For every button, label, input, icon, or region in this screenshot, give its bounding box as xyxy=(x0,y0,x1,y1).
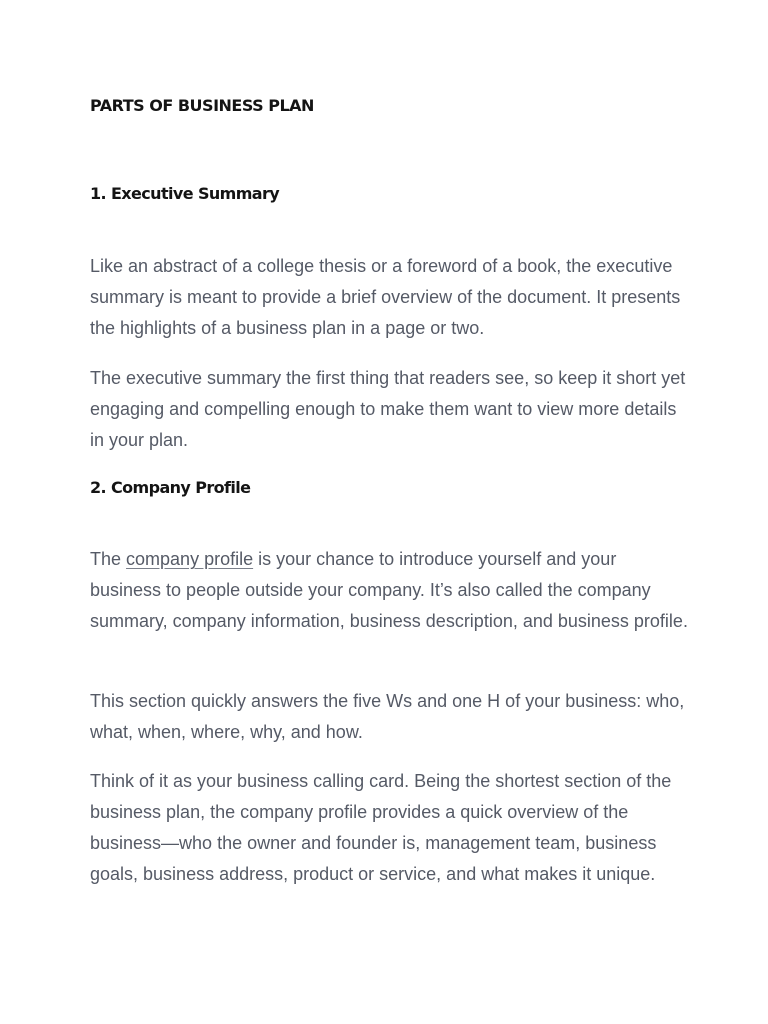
section-heading-company-profile: 2. Company Profile xyxy=(90,478,251,497)
company-profile-paragraph-3: Think of it as your business calling card. Being the shortest section of the business plan, the company profile provides a quick overview of the business—who the owner and founder is, management team, business goals, business address, product or service, and what makes it unique. xyxy=(90,771,672,884)
company-profile-intro-paragraph xyxy=(90,544,690,637)
executive-summary-paragraph-1: Like an abstract of a college thesis or a foreword of a book, the executive summary is meant to provide a brief overview of the document. It presents the highlights of a business plan in a page or two. xyxy=(90,256,681,338)
company-profile-paragraph-2: This section quickly answers the five Ws and one H of your business: who, what, when, where, why, and how. xyxy=(90,691,685,742)
section-heading-executive-summary: 1. Executive Summary xyxy=(90,184,280,203)
executive-summary-paragraph-2: The executive summary the first thing that readers see, so keep it short yet engaging and compelling enough to make them want to view more details in your plan. xyxy=(90,368,686,450)
intro-text-before-link: The xyxy=(90,549,127,569)
document-title: PARTS OF BUSINESS PLAN xyxy=(90,96,314,115)
intro-text-after-link: is your chance to introduce yourself and your business to people outside your company. It’s also called the company summary, company information, business description, and business profile. xyxy=(90,549,688,631)
company-profile-link[interactable]: company profile xyxy=(126,549,254,569)
